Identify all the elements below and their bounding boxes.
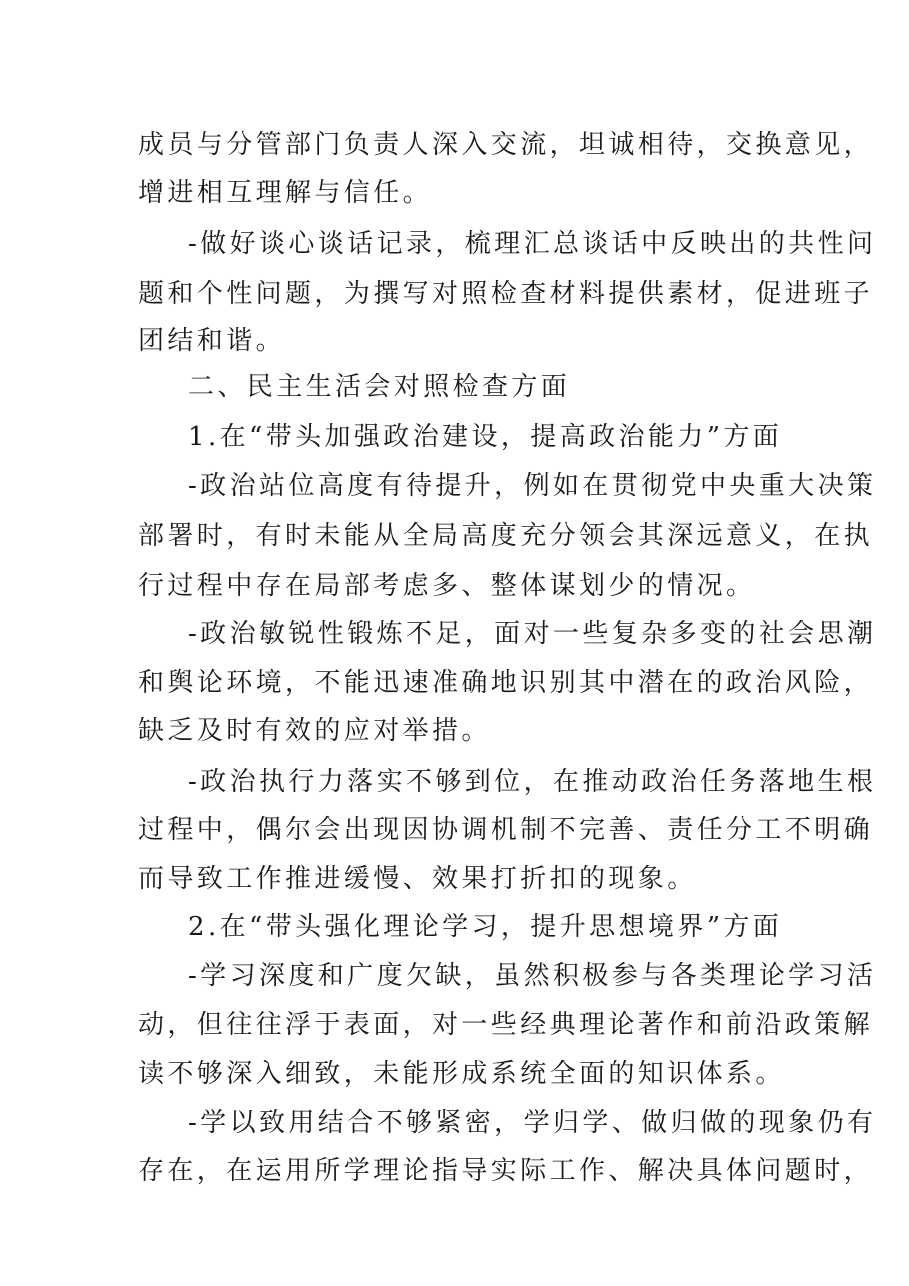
paragraph-line: -政治敏锐性锻炼不足，面对一些复杂多变的社会思潮 — [188, 619, 877, 649]
paragraph-line: 存在，在运用所学理论指导实际工作、解决具体问题时， — [138, 1156, 874, 1186]
paragraph-line: -学以致用结合不够紧密，学归学、做归做的现象仍有 — [188, 1108, 877, 1138]
paragraph-line: 而导致工作推进缓慢、效果打折扣的现象。 — [138, 864, 697, 894]
subsection-heading: 1.在“带头加强政治建设，提高政治能力”方面 — [188, 422, 783, 452]
paragraph-line: 和舆论环境，不能迅速准确地识别其中潜在的政治风险， — [138, 668, 874, 698]
paragraph-line: 题和个性问题，为撰写对照检查材料提供素材，促进班子 — [138, 279, 874, 309]
paragraph-line: 缺乏及时有效的应对举措。 — [138, 716, 491, 746]
paragraph-line: 部署时，有时未能从全局高度充分领会其深远意义，在执 — [138, 521, 874, 551]
paragraph-line: 团结和谐。 — [138, 326, 286, 356]
paragraph-line: 动，但往往浮于表面，对一些经典理论著作和前沿政策解 — [138, 1010, 874, 1040]
paragraph-line: 增进相互理解与信任。 — [138, 178, 433, 208]
paragraph-line: -学习深度和广度欠缺，虽然积极参与各类理论学习活 — [188, 961, 877, 991]
paragraph-line: 读不够深入细致，未能形成系统全面的知识体系。 — [138, 1059, 785, 1089]
paragraph-line: -政治执行力落实不够到位，在推动政治任务落地生根 — [188, 767, 877, 797]
paragraph-line: 行过程中存在局部考虑多、整体谋划少的情况。 — [138, 571, 756, 601]
subsection-heading: 2.在“带头强化理论学习，提升思想境界”方面 — [188, 912, 783, 942]
paragraph-line: 成员与分管部门负责人深入交流，坦诚相待，交换意见， — [138, 130, 874, 160]
paragraph-line: 过程中，偶尔会出现因协调机制不完善、责任分工不明确 — [138, 815, 874, 845]
paragraph-line: -做好谈心谈话记录，梳理汇总谈话中反映出的共性问 — [188, 229, 877, 259]
paragraph-line: -政治站位高度有待提升，例如在贯彻党中央重大决策 — [188, 471, 877, 501]
section-heading: 二、民主生活会对照检查方面 — [188, 372, 571, 402]
